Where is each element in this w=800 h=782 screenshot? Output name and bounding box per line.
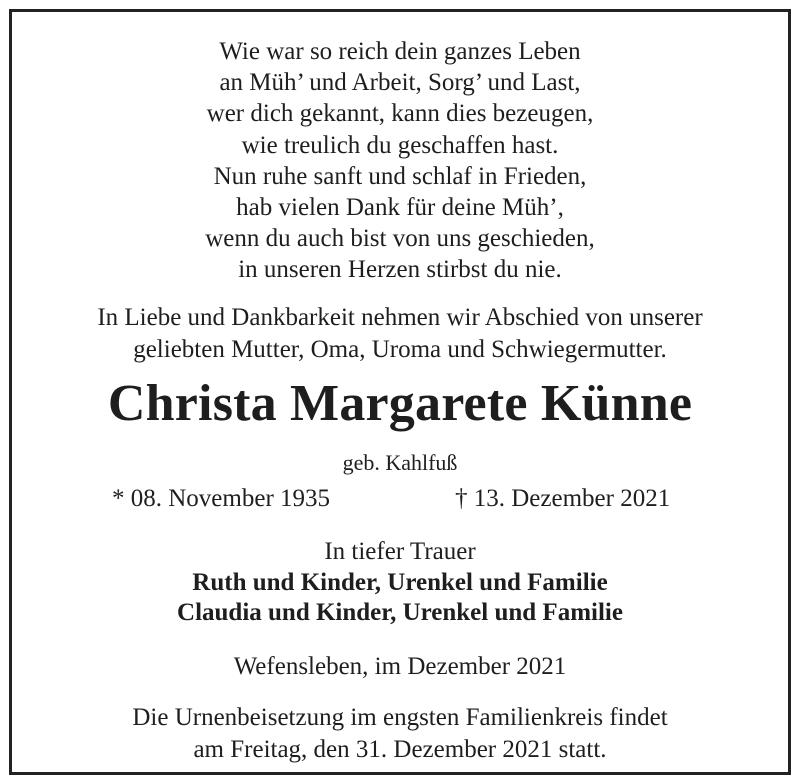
poem-line: wenn du auch bist von uns geschieden, <box>205 225 595 253</box>
mourner-family: Claudia und Kinder, Urenkel und Familie <box>177 599 623 626</box>
farewell-intro <box>12 302 788 366</box>
birth-date: * 08. November 1935 <box>112 485 331 512</box>
deceased-name: Christa Margarete Künne <box>107 375 693 432</box>
mourning-heading: In tiefer Trauer <box>324 538 476 565</box>
poem-line: in unseren Herzen stirbst du nie. <box>238 256 562 284</box>
poem-line: wie treulich du geschaffen hast. <box>241 131 559 159</box>
poem-line: hab vielen Dank für deine Müh’, <box>236 194 564 222</box>
mourners-list <box>12 568 788 628</box>
burial-line: Die Urnenbeisetzung im engsten Familienkreis findet <box>132 704 668 731</box>
poem-line: Nun ruhe sanft und schlaf in Frieden, <box>213 162 587 190</box>
obituary-frame <box>9 9 791 775</box>
poem-line: an Müh’ und Arbeit, Sorg’ und Last, <box>219 69 581 97</box>
maiden-name: geb. Kahlfuß <box>342 450 458 475</box>
poem-line: wer dich gekannt, kann dies bezeugen, <box>206 100 594 128</box>
burial-notice <box>12 702 788 766</box>
burial-line: am Freitag, den 31. Dezember 2021 statt. <box>193 736 607 763</box>
poem-line: Wie war so reich dein ganzes Leben <box>219 38 581 65</box>
death-date: † 13. Dezember 2021 <box>455 485 671 512</box>
place-and-date: Wefensleben, im Dezember 2021 <box>233 653 567 680</box>
intro-line: geliebten Mutter, Oma, Uroma und Schwiegermutter. <box>133 336 667 363</box>
intro-line: In Liebe und Dankbarkeit nehmen wir Abschied von unserer <box>97 304 703 331</box>
mourner-family: Ruth und Kinder, Urenkel und Familie <box>192 569 608 596</box>
memorial-poem <box>12 36 788 286</box>
